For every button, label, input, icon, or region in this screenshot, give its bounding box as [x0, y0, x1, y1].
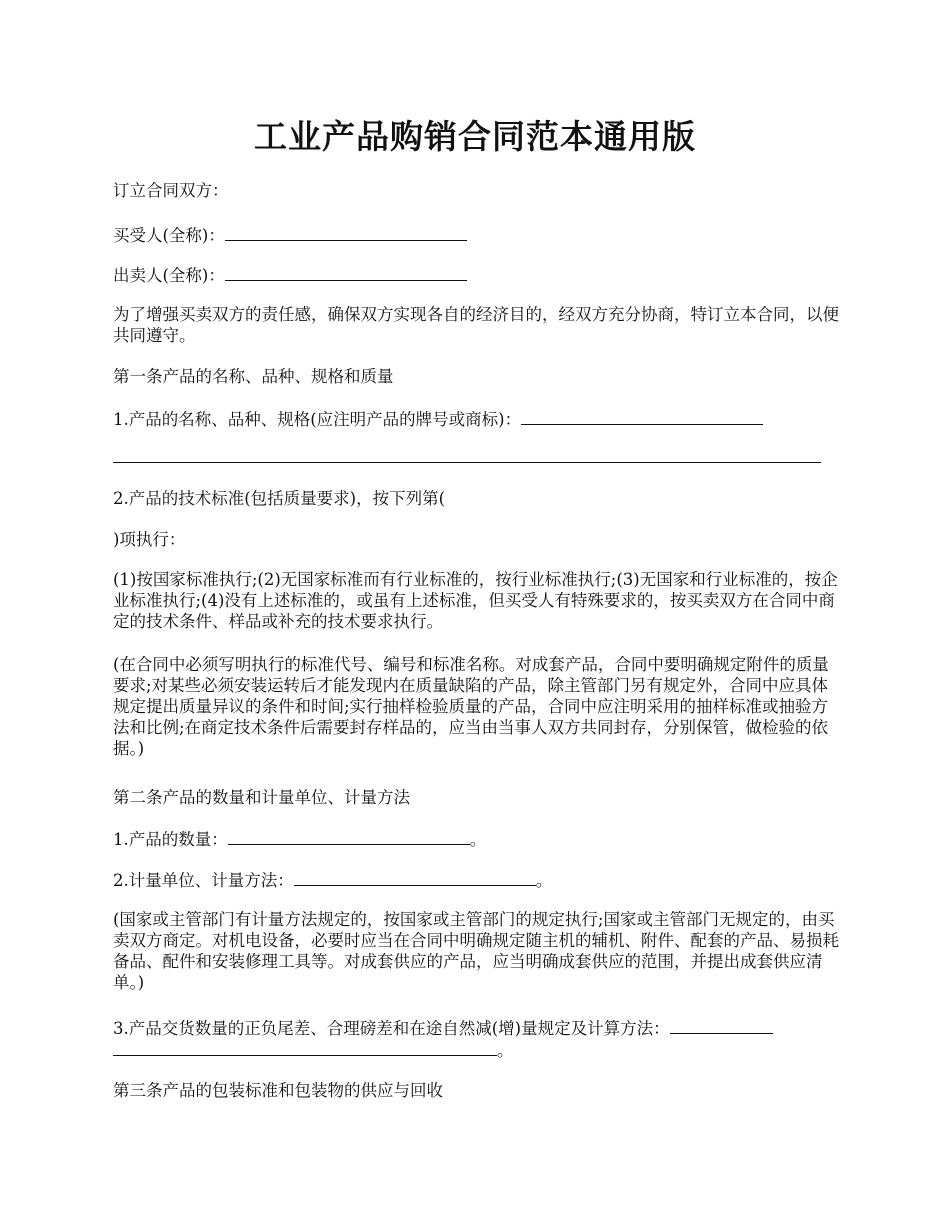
article-2-item-2	[113, 869, 843, 891]
article-1-item-2: 2.产品的技术标准(包括质量要求)，按下列第(	[113, 489, 446, 508]
article-1-item-1	[113, 408, 843, 430]
product-name-blank[interactable]	[521, 408, 763, 425]
seller-name-blank[interactable]	[225, 264, 467, 281]
buyer-name-blank[interactable]	[225, 224, 467, 241]
article-1-item-2-continued: )项执行：	[113, 530, 186, 549]
measurement-blank[interactable]	[294, 869, 536, 886]
document-title: 工业产品购销合同范本通用版	[254, 117, 696, 156]
article-2-item-1	[113, 828, 843, 850]
buyer-label: 买受人(全称)：	[113, 226, 225, 245]
measurement-note-paragraph: (国家或主管部门有计量方法规定的，按国家或主管部门的规定执行;国家或主管部门无规定的，由买卖双方商定。对机电设备，必要时应当在合同中明确规定随主机的辅机、附件、配套的产品、易损耗备品、配件和安装修理工具等。对成套供应的产品，应当明确成套供应的范围，并提出成套供应清单。)	[113, 910, 839, 992]
tolerance-label: 3.产品交货数量的正负尾差、合理磅差和在途自然减(增)量规定及计算方法：	[113, 1019, 670, 1038]
seller-line	[113, 264, 843, 286]
quantity-label: 1.产品的数量：	[113, 830, 228, 849]
article-3-title: 第三条产品的包装标准和包装物的供应与回收	[113, 1081, 443, 1100]
quantity-blank[interactable]	[228, 828, 470, 845]
article-2-item-3	[113, 1017, 843, 1061]
measurement-label: 2.计量单位、计量方法：	[113, 871, 294, 890]
standard-options-paragraph: (1)按国家标准执行;(2)无国家标准而有行业标准的，按行业标准执行;(3)无国家和行业标准的，按企业标准执行;(4)没有上述标准的，或虽有上述标准，但买受人有特殊要求的，按买卖双方在合同中商定的技术条件、样品或补充的技术要求执行。	[113, 570, 838, 631]
quantity-period: 。	[469, 830, 487, 849]
tolerance-period: 。	[497, 1041, 514, 1060]
article-1-title: 第一条产品的名称、品种、规格和质量	[113, 367, 394, 386]
article-1-item-1-label: 1.产品的名称、品种、规格(应注明产品的牌号或商标)：	[113, 410, 522, 429]
article-2-title: 第二条产品的数量和计量单位、计量方法	[113, 788, 410, 807]
preamble-paragraph: 为了增强买卖双方的责任感，确保双方实现各自的经济目的，经双方充分协商，特订立本合同，以便共同遵守。	[113, 305, 839, 345]
standard-note-paragraph: (在合同中必须写明执行的标准代号、编号和标准名称。对成套产品，合同中要明确规定附件的质量要求;对某些必须安装运转后才能发现内在质量缺陷的产品，除主管部门另有规定外，合同中应具体规定提出质量异议的条件和时间;实行抽样检验质量的产品，合同中应注明采用的抽样标准或抽验方法和比例;在商定技术条件后需要封存样品的，应当由当事人双方共同封存，分别保管，做检验的依据。)	[113, 655, 829, 758]
parties-heading: 订立合同双方：	[113, 181, 229, 200]
seller-label: 出卖人(全称)：	[113, 266, 225, 285]
tolerance-blank[interactable]	[670, 1017, 773, 1034]
tolerance-blank-continued[interactable]	[113, 1039, 497, 1056]
product-name-blank-continued[interactable]	[113, 462, 821, 463]
buyer-line	[113, 224, 843, 246]
measurement-period: 。	[535, 871, 553, 890]
